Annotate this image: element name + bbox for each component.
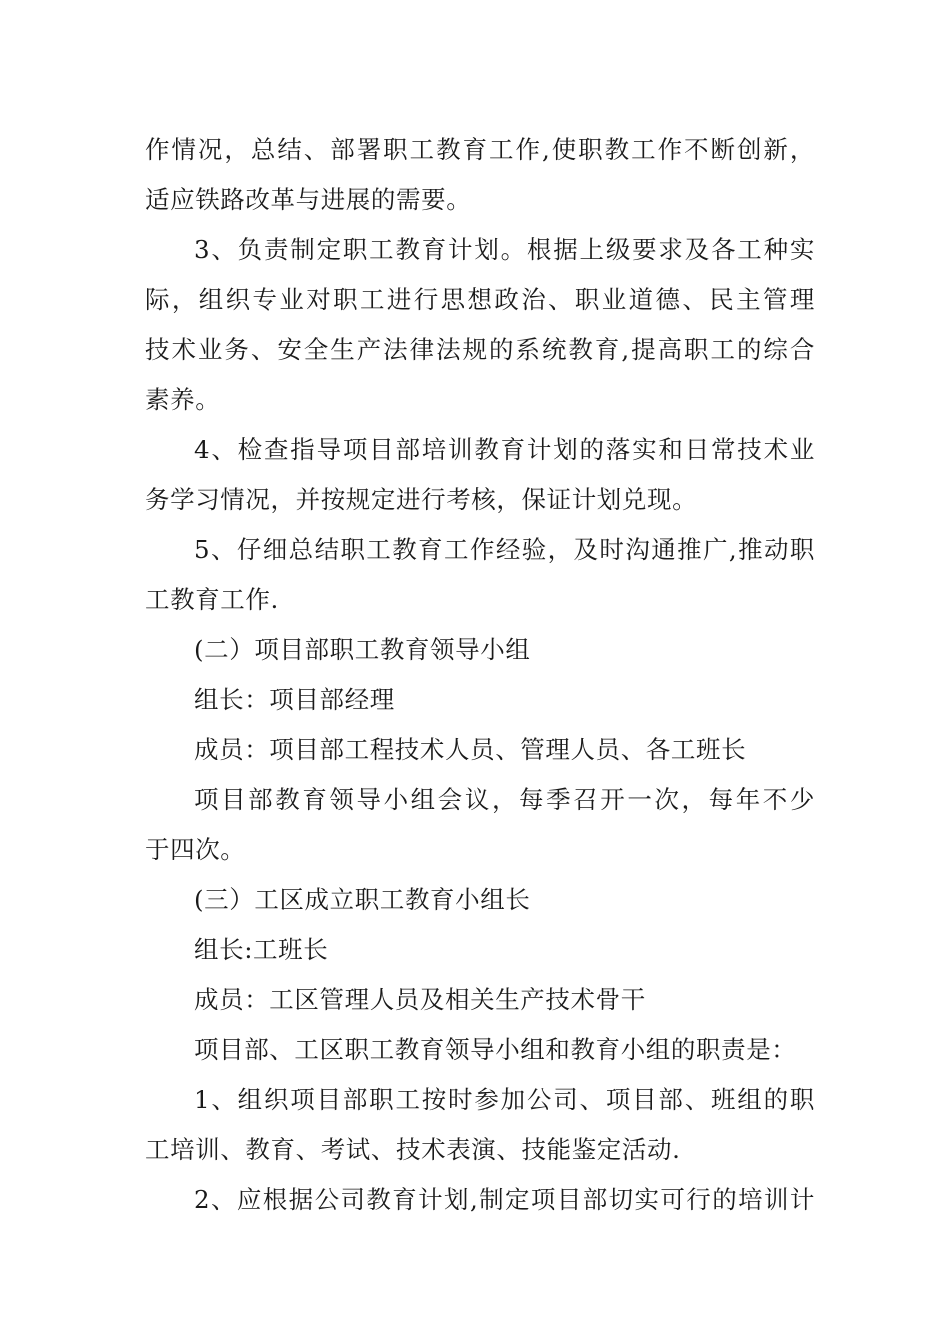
text-line: 1、组织项目部职工按时参加公司、项目部、班组的职 [194, 1085, 815, 1114]
text-line: 作情况，总结、部署职工教育工作,使职教工作不断创新， [145, 135, 815, 164]
text-line: 适应铁路改革与进展的需要。 [145, 185, 472, 214]
text-line: 成员：项目部工程技术人员、管理人员、各工班长 [194, 735, 747, 764]
text-line: 工教育工作. [145, 585, 279, 614]
text-line: 3、负责制定职工教育计划。根据上级要求及各工种实 [194, 235, 815, 264]
text-line: 2、应根据公司教育计划,制定项目部切实可行的培训计 [194, 1185, 815, 1214]
text-line: 务学习情况，并按规定进行考核，保证计划兑现。 [145, 485, 698, 514]
text-line: 组长:工班长 [194, 935, 329, 964]
text-line: 成员：工区管理人员及相关生产技术骨干 [194, 985, 646, 1014]
section-heading: (二）项目部职工教育领导小组 [194, 635, 531, 664]
text-line: 4、检查指导项目部培训教育计划的落实和日常技术业 [194, 435, 815, 464]
text-line: 项目部教育领导小组会议，每季召开一次，每年不少 [194, 785, 815, 814]
text-line: 际，组织专业对职工进行思想政治、职业道德、民主管理 [145, 285, 815, 314]
text-line: 工培训、教育、考试、技术表演、技能鉴定活动. [145, 1135, 681, 1164]
text-line: 项目部、工区职工教育领导小组和教育小组的职责是： [194, 1035, 797, 1064]
text-line: 5、仔细总结职工教育工作经验，及时沟通推广,推动职 [194, 535, 815, 564]
text-line: 素养。 [145, 385, 221, 414]
text-line: 于四次。 [145, 835, 246, 864]
text-line: 技术业务、安全生产法律法规的系统教育,提高职工的综合 [145, 335, 815, 364]
section-heading: (三）工区成立职工教育小组长 [194, 885, 531, 914]
text-line: 组长：项目部经理 [194, 685, 395, 714]
